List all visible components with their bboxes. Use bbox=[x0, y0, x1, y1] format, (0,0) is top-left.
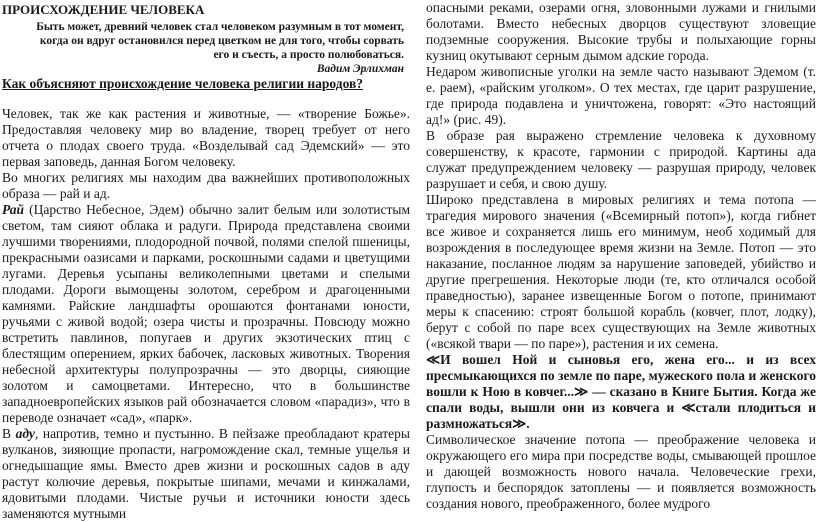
paragraph-hell-continued: опасными реками, озерами огня, зловонными лужами и гнилыми болотами. Вместо небесных дворцов существуют зловещие подземные сооружения. Высокие трубы и полыхающие горны кузниц окутывают серным дымом адские города. bbox=[426, 0, 816, 63]
epigraph-author: Вадим Эрлихман bbox=[316, 63, 404, 75]
paragraph-hell bbox=[2, 426, 410, 522]
paragraph-flood: Широко представлена в мировых религиях и тема потопа — трагедия мирового значения («Всемирный потоп»), когда гибнет все живое и сохраняется лишь его минимум, необ ходимый для возрождения в последующее время жизни на Земле. Потоп — это наказание, посланное людям за нарушение заповедей, убийство и другие прегрешения. Некоторые люди (те, кто отличался особой праведностью), заранее извещенные Богом о потопе, принимают меры к спасению: строят большой корабль (ковчег, плот, лодку), берут с собой по паре всех существующих на Земле животных («всякой твари — по паре»), растения и их семена. bbox=[426, 192, 816, 351]
paradise-text: (Царство Небесное, Эдем) обычно залит белым или золотистым светом, там сияют облака и радуги. Природа представлена своими лучшими творениями, плодородной почвой, полями спелой пшеницы, прекрасными оазисами и парками, роскошными садами и цветущими лугами. Деревья усыпаны великолепными цветами и спелыми плодами. Дороги вымощены золотом, серебром и драгоценными камнями. Райские ландшафты орошаются фонтанами юности, ручьями с живой водой; озера чисты и прозрачны. Повсюду можно встретить павлинов, попугаев и других экзотических птиц с блестящим оперением, ярких бабочек, ласковых животных. Творения небесной архитектуры полупрозрачны — это дворцы, сияющие золотом и самоцветами. Интересно, что в большинстве западноевропейских языков рай обозначается словом «парадиз», что в переводе означает «сад», «парк». bbox=[2, 202, 410, 425]
chapter-title: ПРОИСХОЖДЕНИЕ ЧЕЛОВЕКА bbox=[2, 2, 205, 17]
hell-text: , напротив, темно и пустынно. В пейзаже преобладают кратеры вулканов, зияющие пропасти, нагромождение скал, темные ущелья и огнедышащие ямы. Вместо древ жизни и роскошных садов в аду растут колючие деревья, покрытые шипами, мечами и кинжалами, ядовитыми плодами. Чистые ручьи и источники юности здесь заменяются мутными bbox=[2, 426, 410, 521]
left-column bbox=[2, 0, 410, 522]
hell-prefix: В bbox=[2, 426, 16, 441]
paragraph-creation: Человек, так же как растения и животные, — «творение Божье». Предоставляя человеку мир во владение, творец требует от него отчета о плодах своего труда. «Возделывай сад Эдемский» — это первая заповедь, данная Богом человеку. bbox=[2, 106, 410, 169]
genesis-quote: ≪И вошел Ной и сыновья его, жена его... и из всех пресмыкающихся по земле по паре, мужеского пола и женского вошли к Ною в ковчег...≫ — сказано в Книге Бытия. Когда же спали воды, вышли они из ковчега и ≪стали плодиться и размножаться≫. bbox=[426, 352, 816, 431]
paragraph-paradise bbox=[2, 202, 410, 426]
paragraph-eden-naming: Недаром живописные уголки на земле часто называют Эдемом (т. е. раем), «райским уголком». О тех местах, где царит разрушение, где природа подавлена и уничтожена, говорят: «Это настоящий ад!» (рис. 49). bbox=[426, 64, 816, 127]
term-paradise: Рай bbox=[2, 202, 24, 217]
term-hell: аду bbox=[15, 426, 35, 441]
paragraph-two-images: Во многих религиях мы находим два важнейших противоположных образа — рай и ад. bbox=[2, 170, 410, 201]
paragraph-spiritual: В образе рая выражено стремление человека к духовному совершенству, к красоте, гармонии с природой. Картины ада служат предупреждением человеку — разрушая природу, человек разрушает и себя, и свою душу. bbox=[426, 128, 816, 191]
epigraph: Быть может, древний человек стал человеком разумным в тот момент, когда он вдруг остановился перед цветком не для того, чтобы сорвать его и съесть, а просто полюбоваться. bbox=[36, 21, 404, 61]
right-column bbox=[426, 0, 816, 522]
section-question: Как объясняют происхождение человека религии народов? bbox=[2, 76, 364, 91]
paragraph-flood-symbolism: Символическое значение потопа — преображение человека и окружающего его мира при посредстве воды, смывающей прошлое и дающей возможность нового начала. Человеческие грехи, глупость и беспорядок затоплены — и появляется возможность создания нового, преображенного, более мудрого bbox=[426, 432, 816, 511]
